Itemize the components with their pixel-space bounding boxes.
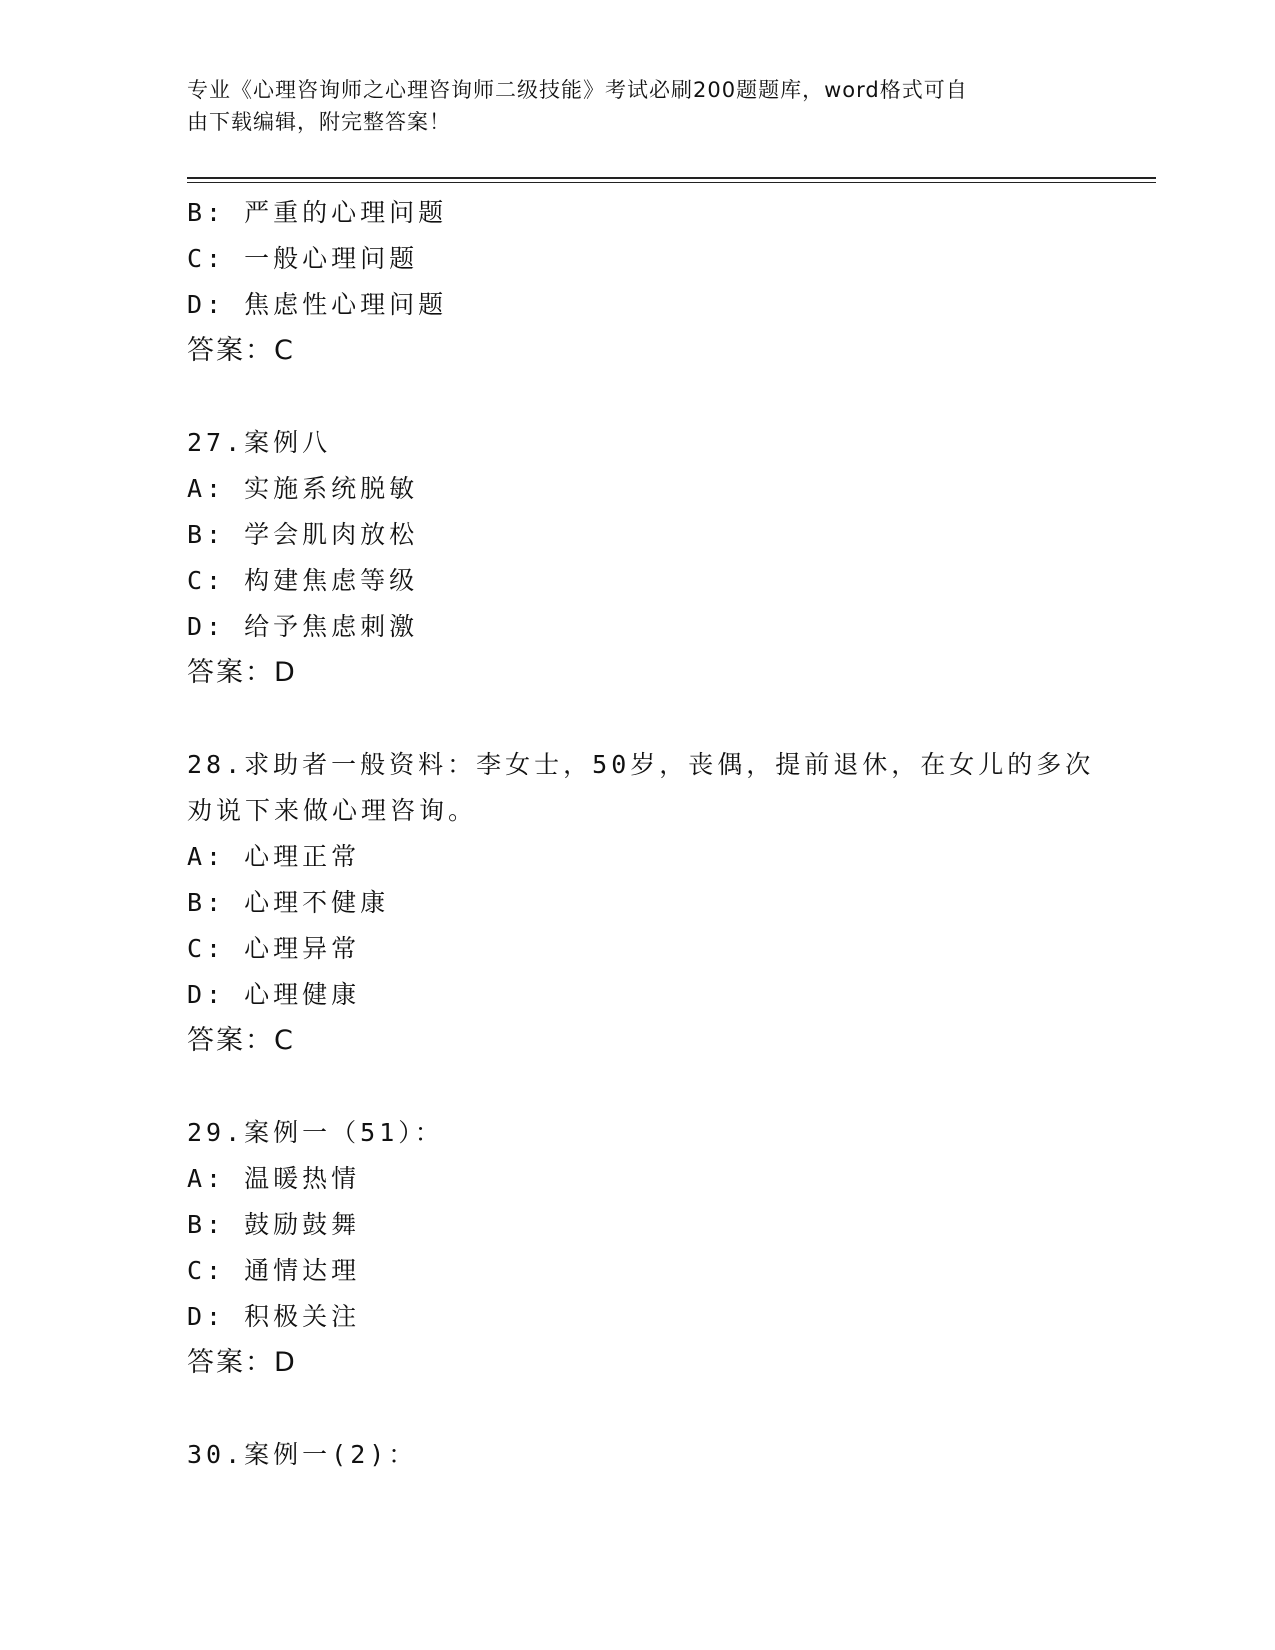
question-stem-line-1: 28.求助者一般资料：李女士，50岁，丧偶，提前退休，在女儿的多次: [187, 750, 1095, 779]
option-c: C: 一般心理问题: [187, 244, 419, 273]
answer-line: 答案：C: [187, 335, 295, 366]
question-29: [187, 1110, 1087, 1386]
option-d: D: 给予焦虑刺激: [187, 612, 419, 641]
option-d: D: 心理健康: [187, 980, 361, 1009]
option-d: D: 积极关注: [187, 1302, 361, 1331]
option-b: B: 心理不健康: [187, 888, 390, 917]
question-28: [187, 742, 1095, 1064]
option-c: C: 心理异常: [187, 934, 361, 963]
question-list: [187, 190, 1095, 1478]
option-b: B: 学会肌肉放松: [187, 520, 419, 549]
document-header: [187, 74, 1067, 138]
spacer: [187, 374, 1087, 420]
question-stem: 30.案例一(2)：: [187, 1440, 418, 1469]
option-a: A: 实施系统脱敏: [187, 474, 419, 503]
spacer: [187, 696, 1087, 742]
question-26-partial: [187, 190, 1087, 374]
answer-line: 答案：D: [187, 657, 297, 688]
spacer: [187, 1064, 1087, 1110]
question-27: [187, 420, 1087, 696]
question-stem-line-2: 劝说下来做心理咨询。: [187, 796, 478, 825]
header-line-1: 专业《心理咨询师之心理咨询师二级技能》考试必刷200题题库，word格式可自: [187, 78, 968, 102]
header-divider-thick: [187, 177, 1156, 179]
option-c: C: 通情达理: [187, 1256, 361, 1285]
option-b: B: 严重的心理问题: [187, 198, 448, 227]
question-30: [187, 1432, 1087, 1478]
question-stem: 27.案例八: [187, 428, 332, 457]
answer-line: 答案：D: [187, 1347, 297, 1378]
option-c: C: 构建焦虑等级: [187, 566, 419, 595]
option-a: A: 温暖热情: [187, 1164, 361, 1193]
answer-line: 答案：C: [187, 1025, 295, 1056]
header-divider-thin: [187, 182, 1156, 183]
option-d: D: 焦虑性心理问题: [187, 290, 448, 319]
spacer: [187, 1386, 1087, 1432]
option-a: A: 心理正常: [187, 842, 361, 871]
option-b: B: 鼓励鼓舞: [187, 1210, 361, 1239]
question-stem: 29.案例一（51）：: [187, 1118, 444, 1147]
header-line-2: 由下载编辑，附完整答案！: [187, 110, 451, 134]
